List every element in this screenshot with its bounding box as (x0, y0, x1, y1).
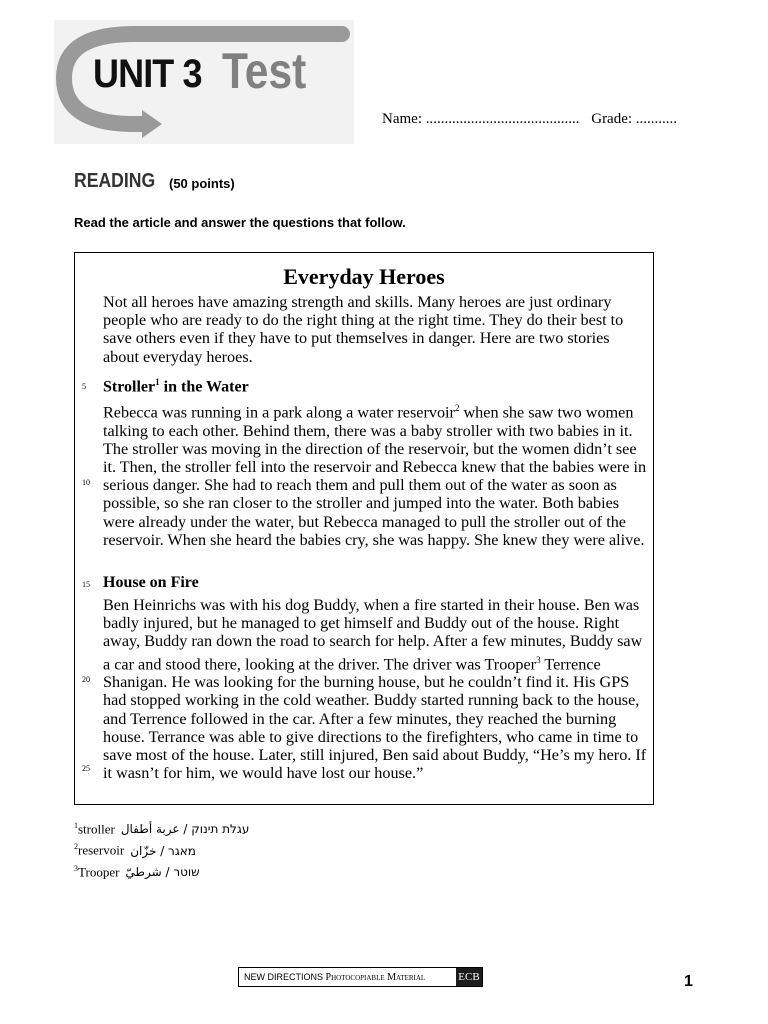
material-label: Photocopiable Material (325, 971, 426, 983)
test-label: Test (222, 43, 307, 99)
section-title: READING (74, 170, 156, 192)
article-intro: Not all heroes have amazing strength and skills. Many heroes are just ordinary people who are ready to do the right thing at the right time. They do their best to save others even if they have to put themselves in danger. Here are two stories about everyday heroes. (103, 293, 624, 366)
line-number: 20 (82, 675, 90, 684)
name-grade-line (382, 111, 685, 128)
footnote: $^3$Trooper שוטר / شرطيّ (74, 863, 200, 879)
story1-heading: Stroller$^1$ in the Water (103, 377, 249, 396)
footnotes (74, 817, 249, 881)
publisher-logo: ECB (456, 968, 482, 986)
section-points: (50 points) (169, 176, 235, 191)
story2-body: Ben Heinrichs was with his dog Buddy, when a fire started in their house. Ben was badly injured, but he managed to get himself and Buddy out of the house. Right away, Buddy ran down the road to search for help. After a few minutes, Buddy saw a car and stood there, looking at the driver. The driver was Trooper$^3$ Terrence Shanigan. He was looking for the burning house, but he couldn’t find it. His GPS had stopped working in the cold weather. Buddy started running back to the house, and Terrence followed in the car. After a few minutes, they reached the burning house. Terrance was able to give directions to the firefighters, who came in time to save most of the house. Later, still injured, Ben said about Buddy, “He’s my hero. If it wasn’t for him, we would have lost our house.” (103, 596, 647, 783)
footnote: $^1$stroller עגלת תינוק / عربة أطفال (74, 821, 250, 837)
name-field[interactable]: Name: ......................................... (382, 111, 580, 127)
story2-heading: House on Fire (103, 574, 199, 591)
page-number: 1 (684, 973, 693, 990)
line-number: 25 (82, 764, 90, 773)
story1-body: Rebecca was running in a park along a water reservoir$^2$ when she saw two women talking to each other. Behind them, there was a baby stroller with two babies in it. The stroller was moving in the direction of the reservoir, but the women didn’t see it. Then, the stroller fell into the reservoir and Rebecca knew that the babies were in serious danger. She had to reach them and pull them out of the water as soon as possible, so she ran closer to the stroller and jumped into the water. Both babies were already under the water, but Rebecca managed to pull the stroller out of the reservoir. When she heard the babies cry, she was happy. She knew they were alive. (103, 403, 647, 549)
line-number: 5 (82, 382, 86, 391)
footnote: $^2$reservoir מאגר / خزّان (74, 842, 196, 858)
footer-banner (238, 967, 483, 987)
article-title: Everyday Heroes (283, 264, 445, 289)
series-name: NEW DIRECTIONS (244, 971, 324, 982)
unit-label: UNIT 3 (93, 52, 202, 96)
line-number: 10 (82, 478, 90, 487)
grade-field[interactable]: Grade: ........... (591, 111, 678, 127)
line-number: 15 (82, 580, 90, 589)
instructions: Read the article and answer the questions that follow. (74, 215, 406, 230)
